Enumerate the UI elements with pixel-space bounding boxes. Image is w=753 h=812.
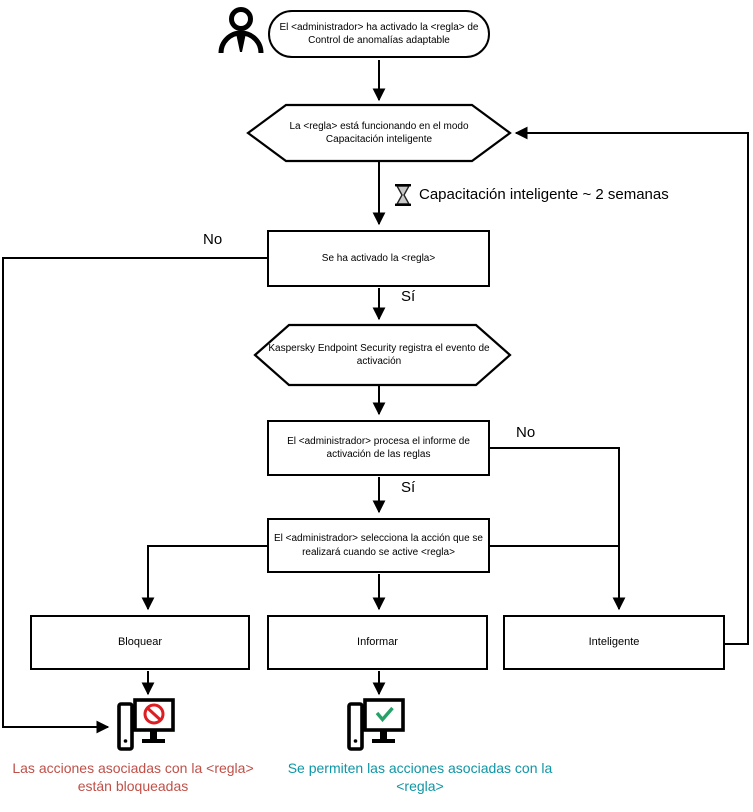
hourglass-icon [395, 185, 411, 205]
node-admin-selects-action: El <administrador> selecciona la acción que se realizará cuando se active <regla> [267, 518, 490, 573]
node-training-mode-label: La <regla> está funcionando en el modo Capacitación inteligente [289, 120, 469, 145]
label-yes-triggered: Sí [401, 288, 416, 305]
outcome-allowed-text: Se permiten las acciones asociadas con la <regla> [287, 760, 553, 795]
node-event-logged-label: Kaspersky Endpoint Security registra el evento de activación [268, 342, 490, 367]
label-no-triggered: No [203, 231, 223, 248]
edge-report-no [490, 448, 619, 609]
label-yes-processed: Sí [401, 479, 416, 496]
outcome-blocked-text: Las acciones asociadas con la <regla> están bloqueadas [12, 760, 254, 795]
person-icon [221, 10, 261, 54]
node-action-inform: Informar [267, 615, 488, 670]
node-start: El <administrador> ha activado la <regla> de Control de anomalías adaptable [268, 10, 490, 58]
computer-allowed-icon [349, 700, 403, 749]
edge-smart-loop-back [516, 133, 748, 644]
edge-select-to-block [148, 546, 267, 609]
training-duration-label: Capacitación inteligente ~ 2 semanas [419, 186, 669, 203]
node-action-smart: Inteligente [503, 615, 725, 670]
node-admin-processes-report: El <administrador> procesa el informe de activación de las reglas [267, 420, 490, 476]
node-rule-triggered: Se ha activado la <regla> [267, 230, 490, 287]
node-action-block: Bloquear [30, 615, 250, 670]
label-no-processed: No [516, 424, 536, 441]
computer-blocked-icon [119, 700, 173, 749]
